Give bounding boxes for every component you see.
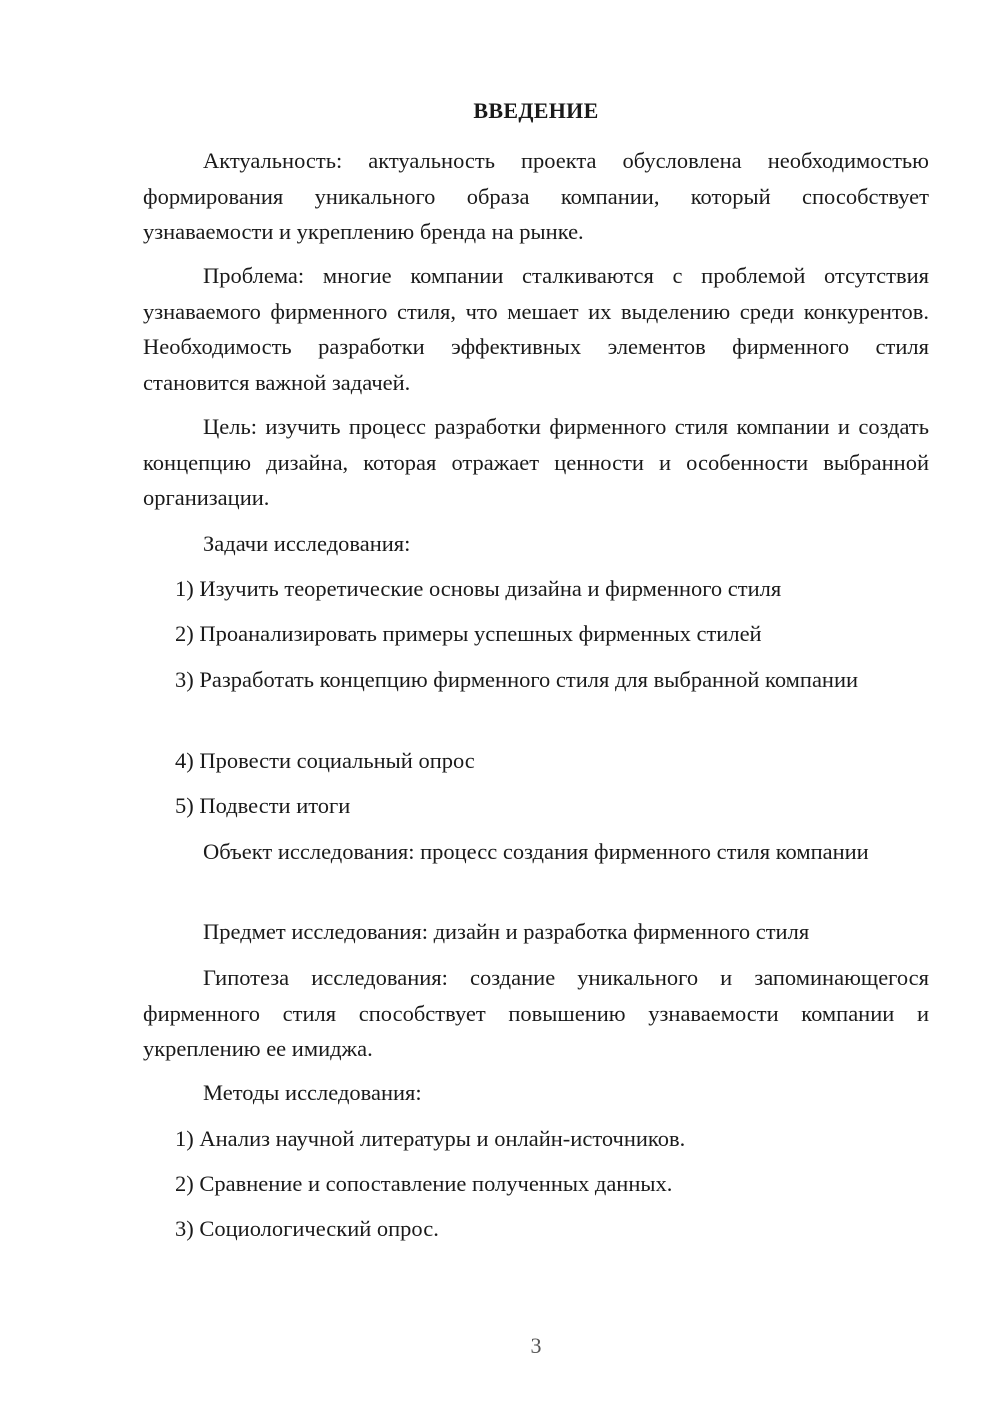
goal-paragraph: Цель: изучить процесс разработки фирменного стиля компании и создать концепцию дизайна, которая отражает ценности и особенности выбранной организации. [143, 414, 929, 510]
method-item: 2) Сравнение и сопоставление полученных данных. [175, 1171, 673, 1196]
subject-paragraph: Предмет исследования: дизайн и разработка фирменного стиля [203, 919, 810, 944]
relevance-paragraph: Актуальность: актуальность проекта обусловлена необходимостью формирования уникального образа компании, который способствует узнаваемости и укреплению бренда на рынке. [143, 148, 929, 244]
object-paragraph: Объект исследования: процесс создания фирменного стиля компании [203, 839, 869, 864]
task-item: 5) Подвести итоги [175, 793, 351, 818]
method-item: 1) Анализ научной литературы и онлайн-источников. [175, 1126, 686, 1151]
page-number: 3 [530, 1333, 542, 1358]
hypothesis-paragraph: Гипотеза исследования: создание уникального и запоминающегося фирменного стиля способствует повышению узнаваемости компании и укреплению ее имиджа. [143, 965, 929, 1061]
task-item: 4) Провести социальный опрос [175, 748, 475, 773]
tasks-title: Задачи исследования: [203, 531, 411, 556]
problem-paragraph: Проблема: многие компании сталкиваются с проблемой отсутствия узнаваемого фирменного стиля, что мешает их выделению среди конкурентов. Необходимость разработки эффективных элементов фирменного стиля становится важной задачей. [143, 263, 929, 395]
methods-title: Методы исследования: [203, 1080, 422, 1105]
task-item: 3) Разработать концепцию фирменного стиля для выбранной компании [175, 667, 859, 692]
page-title: ВВЕДЕНИЕ [473, 98, 599, 123]
task-item: 2) Проанализировать примеры успешных фирменных стилей [175, 621, 762, 646]
method-item: 3) Социологический опрос. [175, 1216, 439, 1241]
task-item: 1) Изучить теоретические основы дизайна и фирменного стиля [175, 576, 782, 601]
